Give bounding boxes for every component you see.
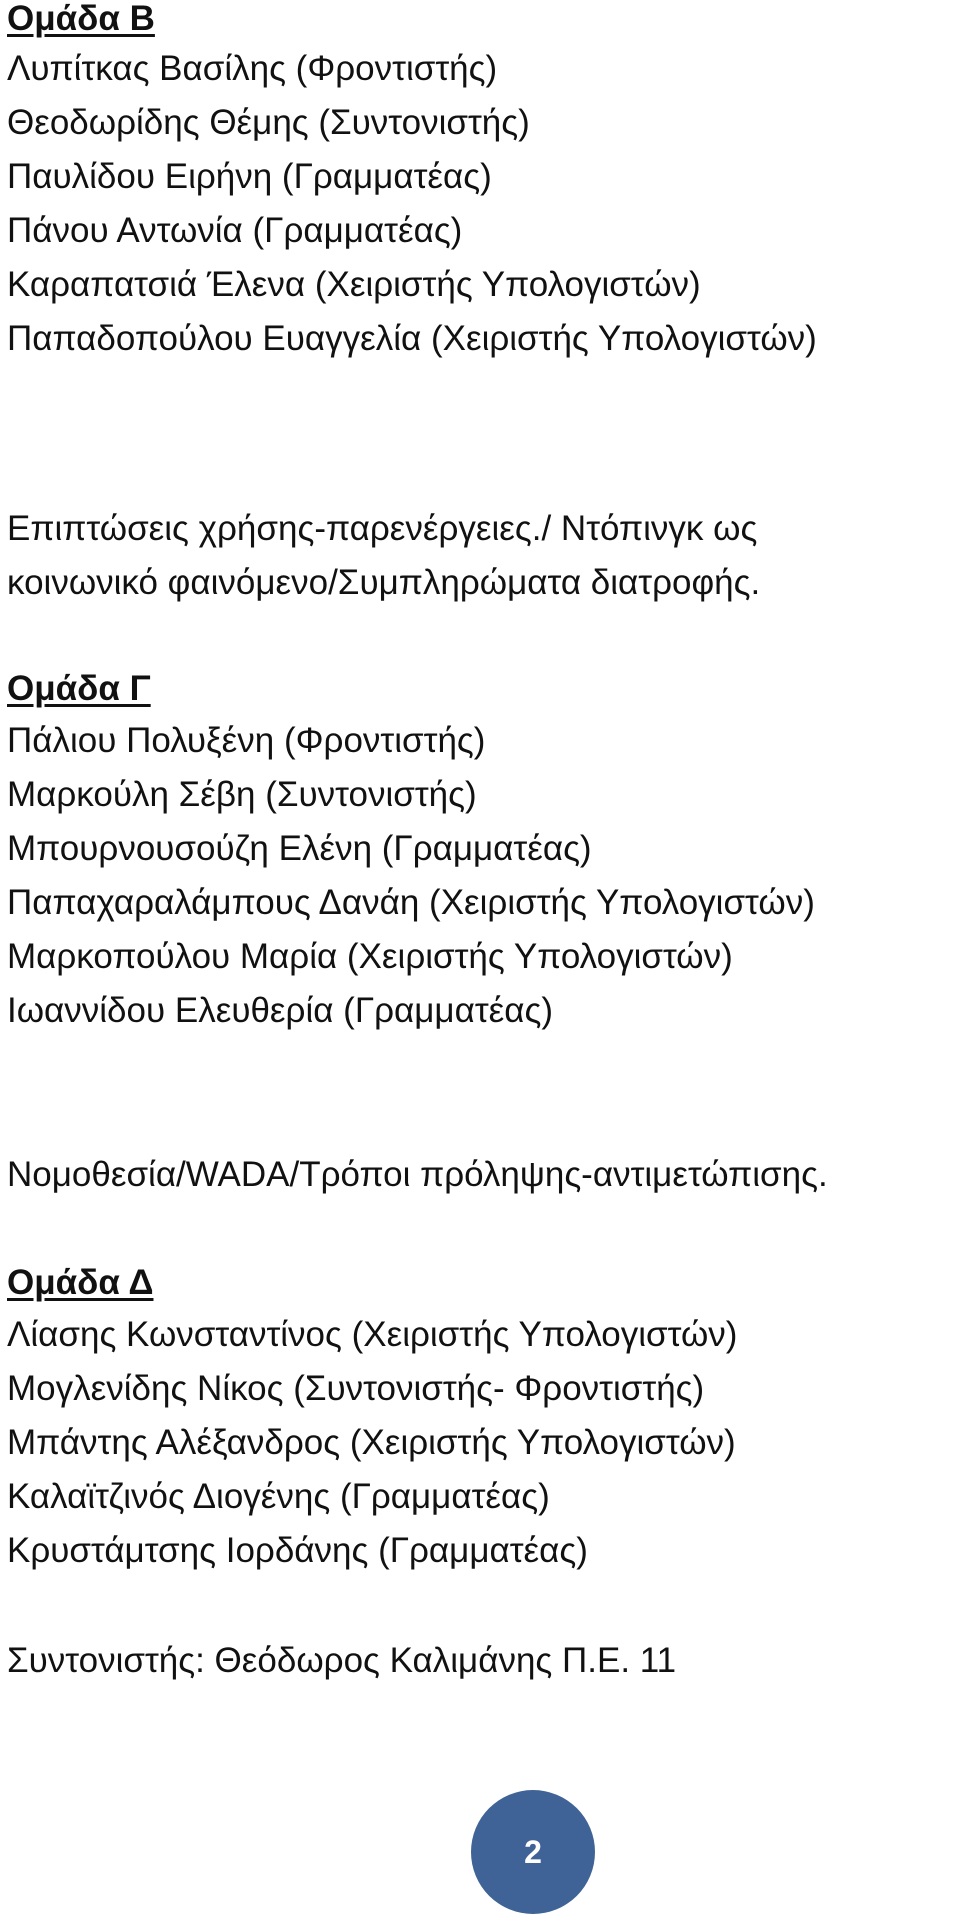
- group-d-member-5: Κρυστάμτσης Ιορδάνης (Γραμματέας): [7, 1531, 588, 1570]
- group-b-heading: Ομάδα Β: [7, 0, 155, 38]
- group-b-member-1: Λυπίτκας Βασίλης (Φροντιστής): [7, 49, 498, 88]
- coordinator-line: Συντονιστής: Θεόδωρος Καλιμάνης Π.Ε. 11: [7, 1641, 677, 1680]
- group-d-member-1: Λίασης Κωνσταντίνος (Χειριστής Υπολογιστών): [7, 1315, 738, 1354]
- group-c-member-1: Πάλιου Πολυξένη (Φροντιστής): [7, 721, 486, 760]
- group-d-member-4: Καλαϊτζινός Διογένης (Γραμματέας): [7, 1477, 550, 1516]
- group-c-member-4: Παπαχαραλάμπους Δανάη (Χειριστής Υπολογιστών): [7, 883, 815, 922]
- group-d-member-3: Μπάντης Αλέξανδρος (Χειριστής Υπολογιστών): [7, 1423, 736, 1462]
- group-b-member-3: Παυλίδου Ειρήνη (Γραμματέας): [7, 157, 492, 196]
- group-b-topic-line-1: Επιπτώσεις χρήσης-παρενέργειες./ Ντόπινγκ ως: [7, 509, 758, 548]
- group-b-member-6: Παπαδοπούλου Ευαγγελία (Χειριστής Υπολογιστών): [7, 319, 817, 358]
- group-b-member-5: Καραπατσιά Έλενα (Χειριστής Υπολογιστών): [7, 265, 701, 304]
- group-c-member-3: Μπουρνουσούζη Ελένη (Γραμματέας): [7, 829, 592, 868]
- group-c-member-2: Μαρκούλη Σέβη (Συντονιστής): [7, 775, 477, 814]
- group-d-heading: Ομάδα Δ: [7, 1263, 154, 1302]
- group-b-topic-line-2: κοινωνικό φαινόμενο/Συμπληρώματα διατροφής.: [7, 563, 761, 602]
- group-c-member-5: Μαρκοπούλου Μαρία (Χειριστής Υπολογιστών): [7, 937, 733, 976]
- group-b-member-4: Πάνου Αντωνία (Γραμματέας): [7, 211, 463, 250]
- group-d-member-2: Μογλενίδης Νίκος (Συντονιστής- Φροντιστής): [7, 1369, 705, 1408]
- page-number-badge: [471, 1790, 595, 1914]
- page-number: 2: [524, 1833, 542, 1870]
- group-c-heading: Ομάδα Γ: [7, 669, 151, 708]
- group-c-topic-line-1: Νομοθεσία/WADA/Τρόποι πρόληψης-αντιμετώπισης.: [7, 1155, 828, 1194]
- group-c-member-6: Ιωαννίδου Ελευθερία (Γραμματέας): [7, 991, 554, 1030]
- group-b-member-2: Θεοδωρίδης Θέμης (Συντονιστής): [7, 103, 530, 142]
